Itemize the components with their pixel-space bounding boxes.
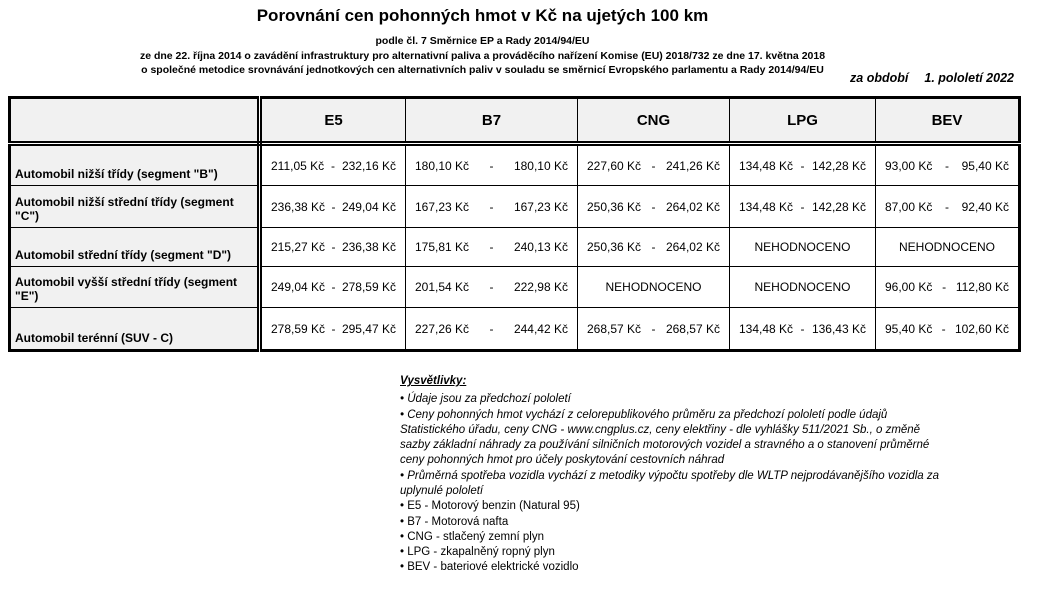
range-dash: -: [331, 240, 336, 254]
legend-heading: Vysvětlivky:: [400, 375, 467, 387]
price-max: 167,23 Kč: [513, 199, 568, 214]
price-max: 222,98 Kč: [513, 280, 568, 294]
price-range-cell: [406, 228, 578, 267]
price-min: 134,48 Kč: [739, 199, 794, 214]
subtitle-line-1: podle čl. 7 Směrnice EP a Rady 2014/94/EU: [375, 35, 590, 47]
price-min: 175,81 Kč: [415, 240, 470, 254]
range-dash: -: [800, 199, 805, 214]
price-range-cell: [406, 267, 578, 308]
legend-section: [400, 374, 952, 576]
price-max: 278,59 Kč: [341, 280, 396, 294]
not-rated-cell: [730, 267, 876, 308]
subtitle-line-2: ze dne 22. října 2014 o zavádění infrastruktury pro alternativní paliva a prováděcího nařízení Komise (EU) 2018/732 ze dne 17. května 2018: [139, 49, 826, 62]
price-min: 93,00 Kč: [885, 158, 933, 173]
price-max: 95,40 Kč: [961, 158, 1009, 173]
range-dash: -: [331, 158, 336, 173]
range-dash: -: [800, 158, 805, 173]
price-min: 211,05 Kč: [271, 158, 325, 173]
range-dash: -: [489, 321, 494, 336]
price-max: 268,57 Kč: [665, 321, 720, 336]
price-max: 180,10 Kč: [513, 158, 568, 173]
price-range-cell: [876, 308, 1020, 351]
range-dash: -: [489, 280, 494, 294]
range-dash: -: [942, 280, 947, 294]
price-max: 264,02 Kč: [665, 199, 720, 214]
range-dash: -: [489, 199, 494, 214]
range-dash: -: [941, 321, 946, 336]
not-rated-text: NEHODNOCENO: [754, 280, 851, 294]
period-value: 1. pololetí 2022: [924, 71, 1014, 85]
price-range-cell: [876, 186, 1020, 228]
col-header-cng: CNG: [578, 98, 730, 144]
range-dash: -: [945, 158, 949, 173]
price-range-cell: [578, 186, 730, 228]
price-max: 240,13 Kč: [513, 240, 568, 254]
range-dash: -: [651, 321, 656, 336]
price-max: 142,28 Kč: [811, 199, 866, 214]
price-max: 92,40 Kč: [961, 199, 1009, 214]
not-rated-cell: [578, 267, 730, 308]
range-dash: -: [489, 158, 494, 173]
price-max: 232,16 Kč: [341, 158, 396, 173]
subtitle-line-3: o společné metodice srovnávání jednotkových cen alternativních paliv v souladu se směrnicí Evropského parlamentu a Rady 2014/94/EU: [141, 64, 824, 77]
price-min: 215,27 Kč: [271, 240, 326, 254]
corner-cell: [10, 98, 260, 144]
price-range-cell: [406, 186, 578, 228]
not-rated-text: NEHODNOCENO: [754, 240, 851, 254]
price-min: 227,60 Kč: [587, 158, 642, 173]
price-range-cell: [260, 267, 406, 308]
price-min: 236,38 Kč: [271, 199, 326, 214]
col-header-e5: E5: [260, 98, 406, 144]
fuel-price-table: [8, 96, 1021, 352]
row-label-segment-c: Automobil nižší střední třídy (segment "C"): [10, 186, 260, 228]
price-range-cell: [876, 267, 1020, 308]
table-row: [10, 228, 1020, 267]
price-min: 278,59 Kč: [271, 321, 326, 336]
price-range-cell: [260, 144, 406, 186]
header-row: [10, 98, 1020, 144]
price-max: 136,43 Kč: [811, 321, 866, 336]
price-min: 268,57 Kč: [587, 321, 642, 336]
price-max: 295,47 Kč: [341, 321, 396, 336]
price-max: 102,60 Kč: [954, 321, 1009, 336]
price-range-cell: [260, 228, 406, 267]
price-min: 167,23 Kč: [415, 199, 470, 214]
price-min: 96,00 Kč: [885, 280, 933, 294]
price-min: 134,48 Kč: [739, 158, 794, 173]
not-rated-text: NEHODNOCENO: [898, 240, 995, 254]
row-label-segment-d: Automobil střední třídy (segment "D"): [10, 228, 260, 267]
price-range-cell: [876, 144, 1020, 186]
price-range-cell: [406, 308, 578, 351]
range-dash: -: [651, 240, 656, 254]
not-rated-text: NEHODNOCENO: [605, 280, 702, 294]
price-max: 264,02 Kč: [665, 240, 720, 254]
page-title: Porovnání cen pohonných hmot v Kč na ujetých 100 km: [256, 6, 709, 25]
price-range-cell: [260, 186, 406, 228]
table-row: [10, 186, 1020, 228]
price-range-cell: [406, 144, 578, 186]
price-min: 87,00 Kč: [885, 199, 933, 214]
range-dash: -: [331, 199, 336, 214]
price-range-cell: [578, 144, 730, 186]
not-rated-cell: [730, 228, 876, 267]
price-range-cell: [730, 186, 876, 228]
row-label-suv: Automobil terénní (SUV - C): [10, 308, 260, 351]
col-header-bev: BEV: [876, 98, 1020, 144]
col-header-b7: B7: [406, 98, 578, 144]
table-row: [10, 267, 1020, 308]
range-dash: -: [331, 321, 336, 336]
price-max: 112,80 Kč: [955, 280, 1009, 294]
legend-note-lpg: • LPG - zkapalněný ropný plyn: [400, 546, 555, 559]
row-label-segment-b: Automobil nižší třídy (segment "B"): [10, 144, 260, 186]
price-min: 201,54 Kč: [415, 280, 470, 294]
price-max: 241,26 Kč: [665, 158, 720, 173]
document-header: [0, 6, 965, 78]
legend-note: • Údaje jsou za předchozí pololetí: [400, 393, 571, 406]
price-max: 142,28 Kč: [811, 158, 866, 173]
table-row: [10, 308, 1020, 351]
price-min: 250,36 Kč: [587, 240, 642, 254]
price-min: 250,36 Kč: [587, 199, 642, 214]
range-dash: -: [945, 199, 949, 214]
legend-note-b7: • B7 - Motorová nafta: [400, 515, 509, 528]
legend-note: • Ceny pohonných hmot vychází z celorepublikového průměru za předchozí pololetí podle údajů Statistického úřadu, ceny CNG - www.cngplus.cz, ceny elektřiny - dle vyhlášky 511/2021 Sb., o změně sazby základní náhrady za používání silničních motorových vozidel a stravného a o stanovení průměrné ceny pohonných hmot pro účely poskytování cestovních náhrad: [400, 408, 930, 467]
price-range-cell: [730, 308, 876, 351]
price-max: 244,42 Kč: [513, 321, 568, 336]
price-min: 249,04 Kč: [271, 280, 326, 294]
price-min: 95,40 Kč: [885, 321, 933, 336]
price-range-cell: [578, 228, 730, 267]
range-dash: -: [651, 199, 656, 214]
range-dash: -: [651, 158, 656, 173]
period-label: za období: [850, 71, 909, 85]
price-min: 180,10 Kč: [415, 158, 470, 173]
legend-note-bev: • BEV - bateriové elektrické vozidlo: [400, 561, 579, 574]
not-rated-cell: [876, 228, 1020, 267]
price-max: 236,38 Kč: [341, 240, 396, 254]
table-row: [10, 144, 1020, 186]
legend-note-e5: • E5 - Motorový benzin (Natural 95): [400, 500, 580, 513]
row-label-segment-e: Automobil vyšší střední třídy (segment "E"): [10, 267, 260, 308]
col-header-lpg: LPG: [730, 98, 876, 144]
price-range-cell: [730, 144, 876, 186]
price-min: 227,26 Kč: [415, 321, 470, 336]
price-min: 134,48 Kč: [739, 321, 794, 336]
legend-note-cng: • CNG - stlačený zemní plyn: [400, 530, 544, 543]
legend-note: • Průměrná spotřeba vozidla vychází z metodiky výpočtu spotřeby dle WLTP nejprodávanějšího vozidla za uplynulé pololetí: [400, 469, 940, 497]
price-range-cell: [578, 308, 730, 351]
price-range-cell: [260, 308, 406, 351]
price-max: 249,04 Kč: [341, 199, 396, 214]
range-dash: -: [489, 240, 494, 254]
range-dash: -: [800, 321, 805, 336]
reporting-period: [850, 71, 1014, 85]
range-dash: -: [331, 280, 336, 294]
